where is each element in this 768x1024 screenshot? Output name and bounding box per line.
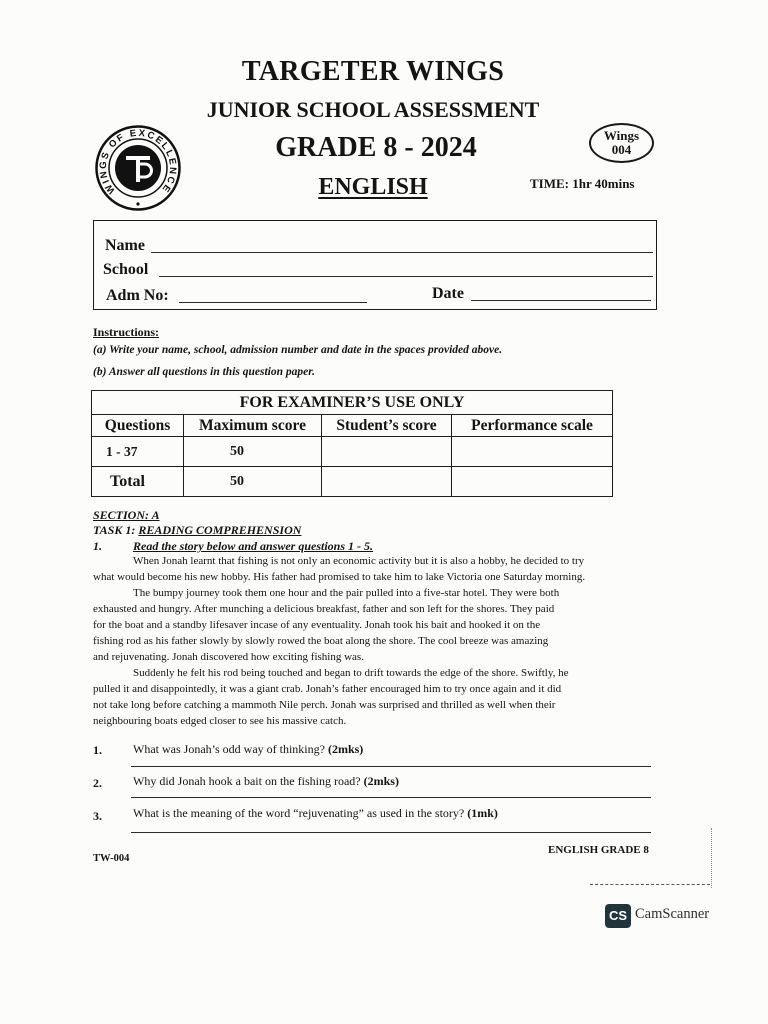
camscanner-brand: CamScanner [635,906,710,922]
cell-performance-scale [452,437,613,467]
question-body: Why did Jonah hook a bait on the fishing road? [133,774,364,788]
story-line: not take long before catching a mammoth Nile perch. Jonah was surprised and thrilled as well when their [93,699,556,711]
question-marks: (2mks) [363,774,399,788]
date-label: Date [432,285,464,302]
header-students-score: Student’s score [322,415,452,437]
cell-total-students-score [322,467,452,497]
subject-grade-footer: ENGLISH GRADE 8 [548,844,649,856]
question-body: What is the meaning of the word “rejuvenating” as used in the story? [133,806,468,820]
question-text [133,742,363,757]
cell-total-label: Total [92,467,184,497]
exam-time: TIME: 1hr 40mins [530,176,635,191]
paper-code-footer: TW-004 [93,853,130,864]
cell-students-score [322,437,452,467]
story-line: for the boat and a standby lifesaver incase of any eventuality. Jonah took his bait and hooked it on the [93,619,541,631]
paper-code-badge [589,123,654,163]
name-line [151,252,653,253]
question-number: 1. [93,743,102,757]
school-line [159,276,653,277]
story-line: neighbouring boats edged closer to see his massive catch. [93,715,347,727]
scan-edge-marks [711,828,712,888]
table-title-row [92,391,613,415]
badge-line-1: Wings [603,128,640,143]
subject-title: ENGLISH [318,174,428,200]
story-line: and rejuvenating. Jonah discovered how exciting fishing was. [93,651,364,663]
question-text [133,774,399,789]
story-line: Suddenly he felt his rod being touched and began to drift towards the edge of the shore. Swiftly, he [133,667,569,679]
table-row-total [92,467,613,497]
name-label: Name [105,237,145,254]
logo-ring-text: WINGS OF EXCELLENCE [97,127,179,196]
header-performance-scale: Performance scale [452,415,613,437]
story-line: The bumpy journey took them one hour and the pair pulled into a five-star hotel. They were both [133,587,560,599]
camscanner-logo-icon: CS [605,904,631,928]
question-text [133,806,498,821]
page-edge-dashes [590,884,710,885]
table-row [92,437,613,467]
cell-questions: 1 - 37 [92,437,184,467]
story-passage [93,553,649,729]
answer-line [131,766,651,767]
date-line [471,300,651,301]
grade-year: GRADE 8 - 2024 [275,132,477,163]
story-line: When Jonah learnt that fishing is not only an economic activity but it is also a hobby, he decided to try [133,555,585,567]
school-title: TARGETER WINGS [241,56,505,87]
school-label: School [103,261,149,278]
task-title: READING COMPREHENSION [138,523,302,537]
adm-no-line [179,302,367,303]
answer-line [131,832,651,833]
section-label: SECTION: A [93,508,160,522]
table-header-row [92,415,613,437]
question-number: 2. [93,776,102,790]
story-line: exhausted and hungry. After munching a delicious breakfast, father and son left for the shores. They paid [93,603,555,615]
question-marks: (2mks) [327,742,364,756]
instruction-a: (a) Write your name, school, admission number and date in the spaces provided above. [93,344,503,356]
cell-total-max-score: 50 [184,467,322,497]
cell-total-performance-scale [452,467,613,497]
item-instruction: Read the story below and answer questions 1 - 5. [133,539,374,553]
student-details-box [93,220,657,310]
answer-line [131,797,651,798]
story-line: pulled it and disappointedly, it was a giant crab. Jonah’s father encouraged him to try once again and it did [93,683,562,695]
story-line: what would become his new hobby. His father had promised to take him to lake Victoria one Saturday morning. [93,571,586,583]
question-body: What was Jonah’s odd way of thinking? [133,742,328,756]
badge-line-2: 004 [611,142,632,157]
school-logo [95,125,181,211]
instruction-b: (b) Answer all questions in this question paper. [93,366,315,378]
header-questions: Questions [92,415,184,437]
question-marks: (1mk) [467,806,498,820]
item-number: 1. [93,539,102,553]
header-maximum-score: Maximum score [184,415,322,437]
task-heading [93,523,301,538]
task-prefix: TASK 1: [93,523,139,537]
table-title: FOR EXAMINER’S USE ONLY [92,391,613,415]
question-number: 3. [93,809,102,823]
instructions-heading: Instructions: [93,325,160,339]
adm-no-label: Adm No: [106,287,169,304]
cell-max-score: 50 [184,437,322,467]
examiner-table [91,390,613,497]
assessment-subtitle: JUNIOR SCHOOL ASSESSMENT [206,97,540,122]
story-line: fishing rod as his father slowly by slowly rowed the boat along the shore. The cool breeze was amazing [93,635,549,647]
